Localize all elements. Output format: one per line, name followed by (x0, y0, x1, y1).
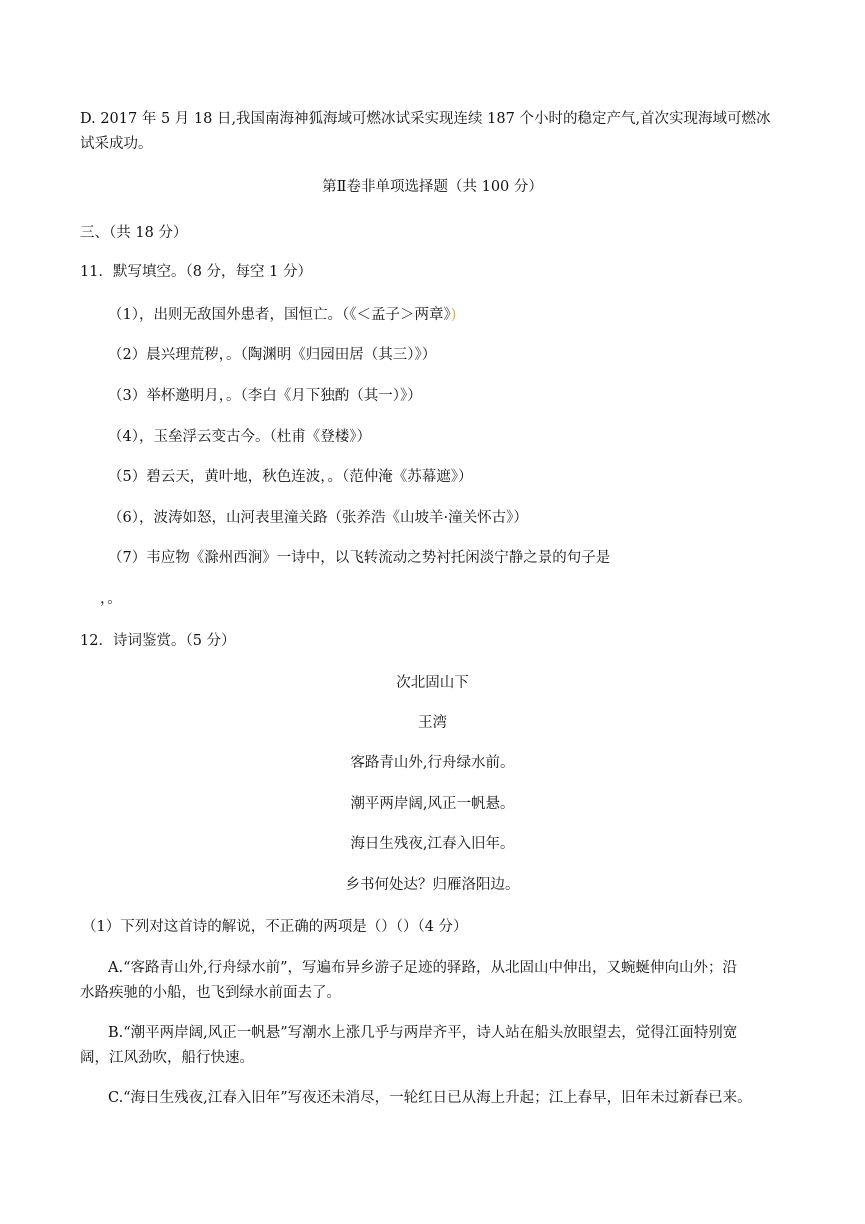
q11-item-1-tail: ) (450, 307, 457, 323)
section-three-heading: 三、（共 18 分） (80, 225, 188, 241)
option-d-line1: D. 2017 年 5 月 18 日,我国南海神狐海域可燃冰试采实现连续 187 个小时的稳定产气,首次实现海域可燃冰 (80, 111, 771, 127)
poem-line-4: 乡书何处达？归雁洛阳边。 (345, 877, 520, 893)
q11-item-2: （2）晨兴理荒秽，。（陶渊明《归园田居（其三）》） (108, 347, 437, 363)
q11-title: 11．默写填空。（8 分，每空 1 分） (80, 264, 312, 280)
poem-title: 次北固山下 (396, 675, 469, 691)
q12-sub-1: （1）下列对这首诗的解说，不正确的两项是（）（）（4 分） (82, 919, 468, 935)
q12-title: 12．诗词鉴赏。（5 分） (80, 633, 236, 649)
q11-item-5: （5）碧云天，黄叶地，秋色连波，。（范仲淹《苏幕遮》） (108, 469, 473, 485)
poem-line-1: 客路青山外,行舟绿水前。 (350, 755, 515, 771)
option-a-line1: A.“客路青山外,行舟绿水前”，写遍布异乡游子足迹的驿路，从北固山中伸出，又蜿蜒伸向山外；沿 (108, 960, 738, 976)
q11-item-6: （6），波涛如怒，山河表里潼关路（张养浩《山坡羊·潼关怀古》） (108, 510, 528, 526)
option-d-line2: 试采成功。 (80, 136, 153, 152)
q11-item-1 (108, 308, 456, 323)
q11-item-1-text: （1），出则无敌国外患者，国恒亡。（《＜孟子＞两章》 (108, 307, 451, 323)
poem-line-3: 海日生残夜,江春入旧年。 (350, 836, 515, 852)
part-heading: 第Ⅱ卷非单项选择题（共 100 分） (322, 179, 543, 195)
option-b-line2: 阔，江风劲吹，船行快速。 (80, 1050, 254, 1066)
poem-author: 王湾 (418, 715, 447, 731)
option-a-line2: 水路疾驰的小船，也飞到绿水前面去了。 (80, 985, 341, 1001)
q11-item-4: （4），玉垒浮云变古今。（杜甫《登楼》） (108, 429, 371, 445)
poem-line-2: 潮平两岸阔,风正一帆悬。 (350, 796, 515, 812)
q11-item-7: （7）韦应物《滁州西涧》一诗中，以飞转流动之势衬托闲淡宁静之景的句子是 (108, 550, 611, 566)
option-c-line1: C.“海日生残夜,江春入旧年”写夜还未消尽，一轮红日已从海上升起；江上春早，旧年未过新春已来。 (108, 1090, 752, 1106)
option-b-line1: B.“潮平两岸阔,风正一帆悬”写潮水上涨几乎与两岸齐平，诗人站在船头放眼望去，觉得江面特别宽 (108, 1025, 738, 1041)
q11-item-7-blank: ，。 (100, 591, 122, 607)
q11-item-3: （3）举杯邀明月，。（李白《月下独酌（其一）》） (108, 388, 422, 404)
